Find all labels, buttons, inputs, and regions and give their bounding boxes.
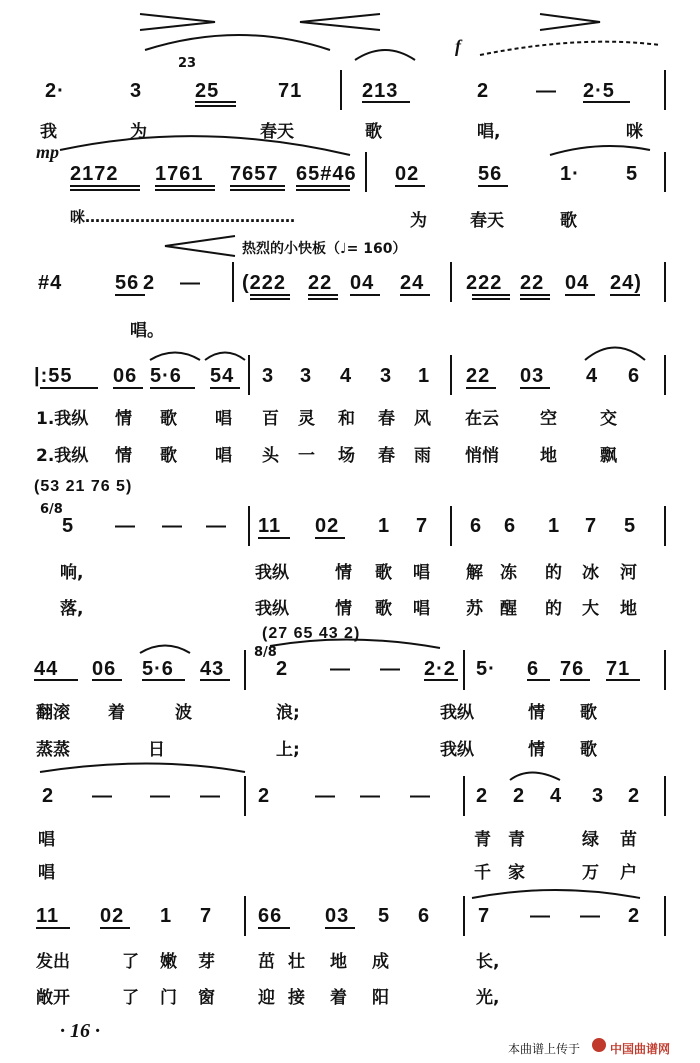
note: 2 — [513, 785, 526, 807]
note: — — [315, 785, 336, 807]
note: 213 — [362, 80, 399, 102]
upload-note: 本曲谱上传于 — [508, 1042, 581, 1056]
note: (222 — [242, 272, 287, 294]
lyric: 情 — [528, 703, 545, 723]
site-logo-icon — [592, 1038, 606, 1052]
lyric: 在云 — [465, 409, 499, 429]
note: 7 — [416, 515, 429, 537]
note: 2 — [477, 80, 490, 102]
note: 56 — [478, 163, 503, 185]
note: 71 — [278, 80, 303, 102]
lyric: 上; — [276, 740, 300, 760]
note: 3 — [380, 365, 393, 387]
dynamic-forte: f — [455, 36, 461, 56]
note: 03 — [520, 365, 545, 387]
lyric: 苏 — [466, 599, 483, 619]
lyric: 1.我纵 — [36, 409, 89, 429]
decrescendo-hairpin — [540, 14, 600, 30]
note: #4 — [38, 272, 63, 294]
note: — — [206, 515, 227, 537]
note: 2172 — [70, 163, 119, 185]
lyric: 青 — [508, 830, 525, 850]
note: 7 — [200, 905, 213, 927]
note: 54 — [210, 365, 235, 387]
note: 06 — [113, 365, 138, 387]
dynamic-mezzo-piano: mp — [36, 142, 60, 162]
note: 2·5 — [583, 80, 615, 102]
prelude: (53 21 76 5) — [34, 478, 133, 495]
note: — — [360, 785, 381, 807]
lyric: 飘 — [600, 446, 617, 466]
lyric: 唱 — [215, 446, 232, 466]
note: 43 — [200, 658, 225, 680]
lyric: 落, — [60, 599, 84, 619]
lyric: 空 — [540, 409, 557, 429]
lyric: 芽 — [198, 952, 215, 972]
lyric: 户 — [620, 863, 637, 883]
note: 6 — [527, 658, 540, 680]
note: 02 — [315, 515, 340, 537]
note: 22 — [520, 272, 545, 294]
lyric: 地 — [540, 446, 557, 466]
lyric: 歌 — [375, 599, 392, 619]
lyric: 唱 — [413, 599, 430, 619]
note: 7657 — [230, 163, 279, 185]
note: 2 — [628, 785, 641, 807]
note: 71 — [606, 658, 631, 680]
lyric: 门 — [160, 988, 177, 1008]
note: 04 — [350, 272, 375, 294]
note: — — [410, 785, 431, 807]
note: 06 — [92, 658, 117, 680]
note: 6 — [504, 515, 517, 537]
lyric: 交 — [600, 409, 617, 429]
lyric: 了 — [122, 952, 139, 972]
note: 3 — [592, 785, 605, 807]
note: 22 — [308, 272, 333, 294]
lyric: 灵 — [298, 409, 315, 429]
note: 56 — [115, 272, 140, 294]
note: 5·6 — [142, 658, 174, 680]
lyric: 嫩 — [160, 952, 177, 972]
lyric: 唱 — [215, 409, 232, 429]
note: 2 — [476, 785, 489, 807]
lyric: 唱, — [477, 122, 501, 142]
lyric: 情 — [528, 740, 545, 760]
lyric: 大 — [582, 599, 599, 619]
lyric: 2.我纵 — [36, 446, 89, 466]
lyric: 唱 — [413, 563, 430, 583]
note: 25 — [195, 80, 220, 102]
lyric: 春 — [378, 446, 395, 466]
note: 66 — [258, 905, 283, 927]
note: — — [150, 785, 171, 807]
note: 2 — [143, 272, 156, 294]
lyric: 为 — [410, 211, 427, 231]
lyric: 雨 — [414, 446, 431, 466]
decrescendo-hairpin — [140, 14, 215, 30]
crescendo-hairpin — [300, 14, 380, 30]
lyric: 我纵 — [440, 703, 474, 723]
slur — [150, 353, 200, 361]
lyric: 青 — [474, 830, 491, 850]
note: 6 — [470, 515, 483, 537]
lyric: 和 — [338, 409, 355, 429]
lyric: 千 — [474, 863, 491, 883]
lyric: 的 — [545, 563, 562, 583]
note: 222 — [466, 272, 503, 294]
lyric: 为 — [130, 122, 147, 142]
lyric: 绿 — [582, 830, 599, 850]
crescendo-hairpin — [165, 236, 235, 256]
lyric: 光, — [476, 988, 500, 1008]
note: — — [580, 905, 601, 927]
lyric: 我纵 — [440, 740, 474, 760]
lyric: 情 — [335, 599, 352, 619]
slur — [510, 773, 560, 781]
lyric: 情 — [115, 446, 132, 466]
lyric: 地 — [330, 952, 347, 972]
page-number: · 16 · — [60, 1020, 100, 1042]
lyric: 翻滚 — [36, 703, 70, 723]
note: 2 — [258, 785, 271, 807]
note: |:55 — [34, 365, 73, 387]
lyric: 情 — [335, 563, 352, 583]
slur — [355, 50, 415, 60]
note: 3 — [262, 365, 275, 387]
lyric: 家 — [508, 863, 525, 883]
lyric: 发出 — [36, 952, 70, 972]
note: 1761 — [155, 163, 204, 185]
lyric: 地 — [620, 599, 637, 619]
note: 5 — [626, 163, 639, 185]
note: — — [530, 905, 551, 927]
lyric: 冻 — [500, 563, 517, 583]
slur — [205, 353, 245, 361]
note: 4 — [550, 785, 563, 807]
lyric: 万 — [582, 863, 599, 883]
lyric: 窗 — [198, 988, 215, 1008]
lyric: 唱。 — [130, 321, 164, 341]
slur — [270, 639, 440, 648]
lyric: 响, — [60, 563, 84, 583]
note: 7 — [585, 515, 598, 537]
note: 6 — [628, 365, 641, 387]
note: 03 — [325, 905, 350, 927]
note: 3 — [130, 80, 143, 102]
lyric: 百 — [262, 409, 279, 429]
note: 44 — [34, 658, 59, 680]
slur — [145, 35, 330, 50]
lyric: 歌 — [160, 409, 177, 429]
lyric: 歌 — [160, 446, 177, 466]
note: 4 — [340, 365, 353, 387]
note: — — [115, 515, 136, 537]
note: — — [380, 658, 401, 680]
note: 1 — [378, 515, 391, 537]
note: 11 — [36, 905, 60, 927]
slur — [60, 136, 350, 155]
note: 24 — [400, 272, 425, 294]
note: 5 — [624, 515, 637, 537]
note: 1· — [560, 163, 580, 185]
note: 3 — [300, 365, 313, 387]
lyric: 我 — [40, 122, 57, 142]
slur — [480, 42, 660, 55]
note: 5·6 — [150, 365, 182, 387]
note: 02 — [395, 163, 420, 185]
lyric: 唱 — [38, 830, 55, 850]
note: 2 — [42, 785, 55, 807]
slur — [585, 348, 645, 361]
lyric: 苗 — [620, 830, 637, 850]
lyric: 了 — [122, 988, 139, 1008]
note: 1 — [160, 905, 173, 927]
note: 2 — [628, 905, 641, 927]
lyric: 蒸蒸 — [36, 740, 70, 760]
lyric: 情 — [115, 409, 132, 429]
slur — [550, 146, 650, 155]
lyric: 冰 — [582, 563, 599, 583]
note: — — [92, 785, 113, 807]
lyric: 波 — [175, 703, 192, 723]
lyric: 歌 — [580, 703, 597, 723]
note: 04 — [565, 272, 590, 294]
lyric: 成 — [372, 952, 389, 972]
time-signature: 8/8 — [254, 645, 277, 660]
note: 22 — [466, 365, 491, 387]
lyric: 风 — [414, 409, 431, 429]
lyric: 歌 — [365, 122, 382, 142]
lyric: 咪 — [626, 122, 643, 142]
slur — [140, 646, 190, 654]
lyric: 敞开 — [36, 988, 70, 1008]
note: 7 — [478, 905, 491, 927]
note: 76 — [560, 658, 585, 680]
note: — — [180, 272, 201, 294]
lyric: 我纵 — [255, 599, 289, 619]
slur — [472, 890, 640, 898]
note: 5 — [378, 905, 391, 927]
lyric: 壮 — [288, 952, 305, 972]
lyric: 浪; — [276, 703, 300, 723]
lyric: 我纵 — [255, 563, 289, 583]
note: 02 — [100, 905, 125, 927]
note: — — [162, 515, 183, 537]
lyric: 日 — [148, 740, 165, 760]
lyric: 着 — [108, 703, 125, 723]
note: 2·2 — [424, 658, 456, 680]
slur — [40, 764, 245, 773]
note: 11 — [258, 515, 282, 537]
lyric: 唱 — [38, 863, 55, 883]
lyric: 春天 — [260, 122, 294, 142]
lyric: 春 — [378, 409, 395, 429]
note: — — [200, 785, 221, 807]
grace-note: 23 — [178, 56, 197, 71]
lyric: 解 — [466, 563, 483, 583]
lyric: 茁 — [258, 952, 275, 972]
note: 4 — [586, 365, 599, 387]
time-signature: 6/8 — [40, 502, 63, 517]
note: 65#46 — [296, 163, 357, 185]
tempo-marking: 热烈的小快板（♩= 160） — [242, 241, 407, 257]
lyric: 阳 — [372, 988, 389, 1008]
lyric: 长, — [476, 952, 500, 972]
note: 6 — [418, 905, 431, 927]
lyric: 咪…………………………………… — [70, 208, 296, 226]
note: 24) — [610, 272, 642, 294]
note: 5· — [476, 658, 496, 680]
prelude: (27 65 43 2) — [262, 625, 361, 642]
lyric: 河 — [620, 563, 637, 583]
lyric: 头 — [262, 446, 279, 466]
lyric: 一 — [298, 446, 315, 466]
note: 5 — [62, 515, 75, 537]
lyric: 的 — [545, 599, 562, 619]
lyric: 场 — [338, 446, 355, 466]
note: 2 — [276, 658, 289, 680]
lyric: 春天 — [470, 211, 504, 231]
site-name: 中国曲谱网 — [610, 1042, 671, 1056]
note: — — [330, 658, 351, 680]
lyric: 接 — [288, 988, 305, 1008]
note: 2· — [45, 80, 65, 102]
lyric: 着 — [330, 988, 347, 1008]
lyric: 歌 — [580, 740, 597, 760]
note: — — [536, 80, 557, 102]
lyric: 歌 — [560, 211, 577, 231]
lyric: 歌 — [375, 563, 392, 583]
lyric: 醒 — [500, 599, 517, 619]
note: 1 — [548, 515, 561, 537]
lyric: 迎 — [258, 988, 275, 1008]
note: 1 — [418, 365, 431, 387]
lyric: 悄悄 — [465, 446, 499, 466]
